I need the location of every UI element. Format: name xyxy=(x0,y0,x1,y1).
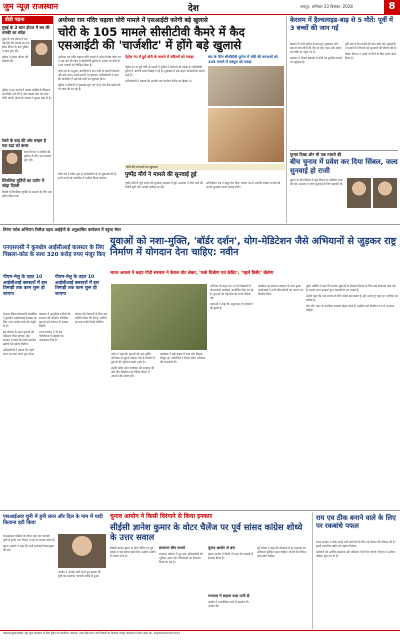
lower-right-headline: राय एव ठीक बनाने वाले के लिए पर रकबांधे पफल xyxy=(316,514,396,530)
banner-body: अभियान के तहत देश भर के विद्यालयों में जागरूकता कार्यक्रम आयोजित किए जा रहे हैं। युवाओं को राष्ट्र सेवा की शपथ दिलाई गई। वक्ताओं ने कहा कि अनुशासन ही सफलता की कुंजी है। xyxy=(210,284,254,310)
page-number: 8 xyxy=(384,0,400,14)
banner-photo xyxy=(111,284,207,350)
sidebar-body: रेलवे विभाग ने यात्रियों की सुविधा के लिए नई व्यवस्था शुरू की। xyxy=(24,150,52,162)
lower-subhead: गणाराध में साहमा दरश पानी दी xyxy=(208,594,250,598)
lead-body: जांच दल ने मंदिर ट्रस्ट के कर्मचारियों से भी पूछताछ की है। सभी तथ्यों को चार्जशीट में शामिल किया जाएगा। xyxy=(58,172,117,180)
right-mid-body: चुनाव के बीच सिंबल से जुड़े विवाद पर याचिका दायर की गई। अदालत ने जल्द सुनवाई के लिए सहमति दी। xyxy=(290,178,344,186)
lower-left-body: एसआईआर प्रक्रिया के दौरान कई नाम मतदाता सूची से हटाए गए। विपक्ष ने इस पर सवाल उठाए हैं। चुनाव आयोग ने कहा कि सभी कार्रवाई नियमानुसार की गई। xyxy=(3,534,55,552)
sidebar-photo xyxy=(2,150,22,174)
sidebar-body: मुंबई के एक होटल में बम रखे होने की धमकी का एक ईमेल मिलने के बाद पुलिस ने जांच शुरू की। पुलिस ने होटल परिसर की तलाशी ली। xyxy=(2,37,30,63)
lead-kicker: अयोध्या राम मंदिर चढ़ावा चोरी मामले में एसआईटी करेगी बड़े खुलासे xyxy=(58,17,208,24)
right-mid-headline: बीच चुनाव में प्रवेश कर दिया सिंबल, जल्द सुनवाई हो राजी xyxy=(290,158,398,175)
left-block-body: कलस्टर में आधुनिक मशीनों की स्थापना की जाएगी। प्रशिक्षित युवाओं को रोजगार के अवसर मिलेंगे। राज्य सरकार ने भी इस परियोजना में सहयोग का आश्वासन दिया है। xyxy=(39,312,71,342)
lower-left-photo xyxy=(58,534,106,568)
lower-left-body: आयोग ने आंकड़े जारी करते हुए बताया कि सूची का सत्यापन पारदर्शी तरीके से हुआ। xyxy=(58,570,101,578)
lead-headline: चोरी के 105 मामले सीसीटीवी कैमरे में कैद एसआईटी की 'चार्जशीट' में होंगे बड़े खुलासे xyxy=(58,25,245,52)
right-top-body: केरलम में भारी बारिश के बाद हुए भूस्खलन और बाढ़ से पांच लोगों की मौत हो गई। राहत और बचाव दल मौके पर पहुंच गए हैं। प्रशासन ने निचले इलाकों से लोगों को सुरक्षित स्थानों पर पहुंचाया है। xyxy=(290,42,342,64)
sidebar-body: दिल्ली में लिंगलिया मूर्तियों के संरक्षण के लिए नया प्रयोग जोड़ा गया। xyxy=(2,190,52,198)
lower-body: सीईसी ज्ञानेश कुमार के वोटर चैलेंज पर पूर्व सांसद ने कई सवाल खड़े किए। उन्होंने आयोग से जवाब मांगा है। xyxy=(110,546,156,558)
lower-body: चुनाव आयोग ने किसी भी तरह की गड़बड़ी से इनकार किया है। xyxy=(208,552,254,560)
middle-story-body: पुष्पेंद्र मौर्य से जुड़े मामले की सुनवाई अदालत में हुई। अदालत ने दोनों पक्षों की दलीलें सुनीं और अगली तारीख तय की। xyxy=(125,181,203,189)
brand-name: जुम न्यूज़ राजस्थान xyxy=(3,1,59,11)
section-title: देश xyxy=(188,4,199,14)
lower-subhead: चुनाव आयोग से बना xyxy=(208,546,236,550)
right-top-headline: केरलम में हैल्थलाइड-बाढ़ से 5 मौतें: पूर्वी में 3 बच्चों की जान गई xyxy=(290,16,393,32)
lower-body: सत्यापन प्रक्रिया में बूथ स्तर अधिकारियों की भूमिका अहम रही। शिकायतों का निपटारा किया जा रहा है। xyxy=(159,552,203,564)
section-divider xyxy=(0,224,400,225)
banner-body: कार्यक्रम का समापन राष्ट्रगान के साथ हुआ। आयोजकों ने सभी प्रतिभागियों को प्रमाण पत्र वितरित किए। xyxy=(258,284,303,296)
banner-subhead: भारत अवश्य ने कहाः गोदी सरकार ने केवल वोट लेकर, 'फर्क दिखेगा एवं क्रेडिट', 'पहले डिसेंट' खेलेगा xyxy=(110,271,274,276)
sidebar-body: पुलिस ने इस मामले में अज्ञात व्यक्ति के खिलाफ प्राथमिकी दर्ज की है और साइबर सेल को जांच सौंपी गई है। होटल के प्रबंधन ने सुरक्षा बढ़ा दी है। xyxy=(2,88,52,100)
pullquote: पीएम-मेलु के तहत 10 आईसीआई क्लस्टरों में इस तिमाही तक काम शुरू हो जाएगा xyxy=(3,275,47,297)
banner-body: कार्यक्रम में बड़ी संख्या में छात्र और शिक्षक मौजूद रहे। अतिथियों ने तिरंगा ग्लोब अभियान की जानकारी दी। xyxy=(160,352,206,364)
lower-body: पूर्व सांसद ने कहा कि लोकतंत्र में हर मतदाता का अधिकार सुरक्षित रहना चाहिए। मामले की निष्पक्ष जांच होनी चाहिए। xyxy=(257,546,307,558)
left-block-headline: एनएसएसी ने कुरुक्षेत्र आईसीआई कलस्टर के लिए पिछला-कोड के साथ 320 करोड़ रुपए मंजूर किए xyxy=(3,245,106,258)
sidebar-label: डीडी पढ़ना xyxy=(2,16,53,24)
lead-subhead: पेट्रोल पंप में हुई चोरी के मामले में संदिग्धों को पकड़ा xyxy=(125,55,194,59)
sidebar-headline: रेलवे के बाद की ओर मरहम है एक रुद्रा को बाजा xyxy=(2,138,46,148)
lead-photo xyxy=(208,66,284,106)
lower-right-body: राज्य सरकार ने ठीक बनाने वाले कारीगरों के लिए नई योजना की घोषणा की है। इससे पारंपरिक उद्योग को बढ़ावा मिलेगा। कारीगरों को आर्थिक सहायता और प्रशिक्षण दोनों दिए जाएंगे। विभाग ने आवेदन प्रक्रिया शुरू कर दी है। xyxy=(316,540,396,558)
pullquote: पीएम-मेलु के तहत 10 आईसीआई क्लस्टरों में इस तिमाही तक काम शुरू हो जाएगा xyxy=(55,275,99,297)
column-rule xyxy=(286,16,287,223)
footer-imprint: प्रकाशक/मुद्रक/स्वामी: जुम न्यूज़ राजस्थान के लिए मुद्रित एवं प्रकाशित। संपादक: उत्तम सिंह राणा। सभी विवादों का निपटारा जयपुर न्यायालय में होगा। RNI No. RAJHIN/2020/XXXXX xyxy=(0,630,400,642)
banner-kicker: तिरंगा ग्लोब अभियान रिलीज़ पहल आईईंगों के अनुशासित कार्यक्रम में पहुंचा चेयर xyxy=(3,227,121,232)
right-top-body: पूर्वी क्षेत्र में तीन बच्चों की जान चली गई। मुख्यमंत्री ने मृतकों के परिजनों को मुआवजे की घोषणा की है। मौसम विभाग ने अगले दो दिनों के लिए अलर्ट जारी किया है। xyxy=(345,42,397,60)
section-divider xyxy=(290,150,398,151)
banner-body: मुख्य अतिथि ने कहा कि सरकार युवाओं के कौशल विकास के लिए कई योजनाएं चला रही है। इनका लाभ उठाकर युवा आत्मनिर्भर बन सकते हैं। उन्होंने कहा कि नशा समाज के लिए सबसे बड़ा खतरा है और इससे दूर रहना हर नागरिक का कर्तव्य है। योग और ध्यान से मानसिक स्वास्थ्य बेहतर होता है, इसलिए इसे नियमित रूप से अपनाना चाहिए। xyxy=(306,284,398,312)
right-mid-photo xyxy=(347,178,371,208)
middle-story-body: अभियोजन पक्ष ने सबूत पेश किए। बचाव पक्ष ने आपत्ति जताई। मामले की अगली सुनवाई अगले सप्ताह होगी। xyxy=(206,181,281,189)
photo-caption: चोरी की घटनाओं का खुलासा xyxy=(125,164,285,170)
column-rule xyxy=(53,16,54,223)
lead-photo xyxy=(208,108,284,162)
lower-subhead: सत्यापन बीच मामले xyxy=(159,546,185,550)
lower-headline: सीईसी ज्ञानेश कुमार के वोटर चैलेंज पर पूर्व सांसद कांग्रेस शोध्ये के उत्तर सवाल xyxy=(110,522,303,542)
lead-subhead: संघ के पैर्टन सीसीटीवी फुटेज में चोरी की घटनाओं को 105 मामले में एक्यूज को पकड़ा xyxy=(208,55,278,64)
right-mid-kicker: चुनाव दिखा और भी एक मामले की xyxy=(290,152,342,157)
lead-body: अयोध्या राम मंदिर चढ़ावा चोरी मामले में गठित विशेष जांच दल ने अब तक की जांच में सीसीटीवी फुटेज के आधार पर चोरी के 105 मामलों को चिन्हित किया है। जांच दल के अनुसार आरोपियों ने दान पात्रों से नकदी निकाली और इसे अलग-अलग स्थानों पर छुपाया। अधिकारियों ने कहा कि चार्जशीट में कई बड़े नामों का खुलासा होगा। पुलिस ने संदिग्धों से पूछताछ शुरू कर दी है और बैंक खातों की भी जांच की जा रही है। xyxy=(58,55,121,91)
dateline: जयपुर, शनिवार 23 दिसंबर, 2028 xyxy=(300,4,353,9)
section-divider xyxy=(0,510,400,511)
sidebar-headline: लिंगलिया मूर्तियों का प्रयोग में जोड़ा दिल्ली xyxy=(2,178,45,188)
column-rule xyxy=(312,512,313,629)
left-block-body: नेशनल स्किल डेवलपमेंट काउंसिल ने कुरुक्षेत्र आईसीआई कलस्टर के लिए 320 करोड़ रुपये की मंजूरी दी है। इस योजना के तहत युवाओं को प्रशिक्षण दिया जाएगा। केंद्र सरकार ने कहा कि इससे स्थानीय उद्योगों को बढ़ावा मिलेगा। अधिकारियों ने बताया कि पहले चरण का काम जल्द शुरू होगा। xyxy=(3,312,37,356)
left-block-body: योजना की निगरानी के लिए एक समिति गठित की गई है। समिति हर माह प्रगति रिपोर्ट सौंपेगी। xyxy=(75,312,108,324)
lead-body: पेट्रोल पंप पर हुई चोरी के मामले में पुलिस ने संदिग्धों को पकड़ा है। सीसीटीवी फुटेज में आरोपी साफ दिखाई दे रहे हैं। पूछताछ में कई अहम जानकारियां सामने आई हैं। अधिकारियों ने बताया कि आरोपी एक संगठित गिरोह का हिस्सा थे। xyxy=(125,65,205,83)
middle-story-headline: पुष्पेंद्र मौर्य ने मामले की सुनवाई हुई xyxy=(125,172,197,178)
banner-headline: युवाओं को नशा-मुक्ति, 'बॉर्डर दर्शन', योग-मेडिटेशन जैसे अभियानों से जुड़कर राष्ट्र निर्माण में योगदान देना चाहिए: नवीन xyxy=(110,236,397,258)
sidebar-photo xyxy=(31,40,52,66)
lower-body: आयोग ने राजनीतिक दलों से सहयोग की अपील की। xyxy=(208,600,249,608)
lower-kicker: चुनाव आयोग ने किसी विरंगाने से किया इनकार xyxy=(110,513,213,520)
banner-body: नवीन ने कहा कि युवाओं को नशा मुक्ति अभियान से जुड़ना चाहिए। देश के निर्माण में युवाओं की भूमिका सबसे अहम है। उन्होंने बॉर्डर दर्शन कार्यक्रम की सराहना की और योग-मेडिटेशन को दैनिक जीवन में अपनाने की अपील की। xyxy=(111,352,155,378)
right-mid-photo xyxy=(373,178,397,208)
sidebar-headline: मुंबई के 3 स्टार होटल में बम की धमकी का संदेश xyxy=(2,25,50,35)
lower-left-headline: एसआईआर चुनी में हुनी लाल और दिल के नाम में यादी किताना हटी किया xyxy=(3,514,103,527)
